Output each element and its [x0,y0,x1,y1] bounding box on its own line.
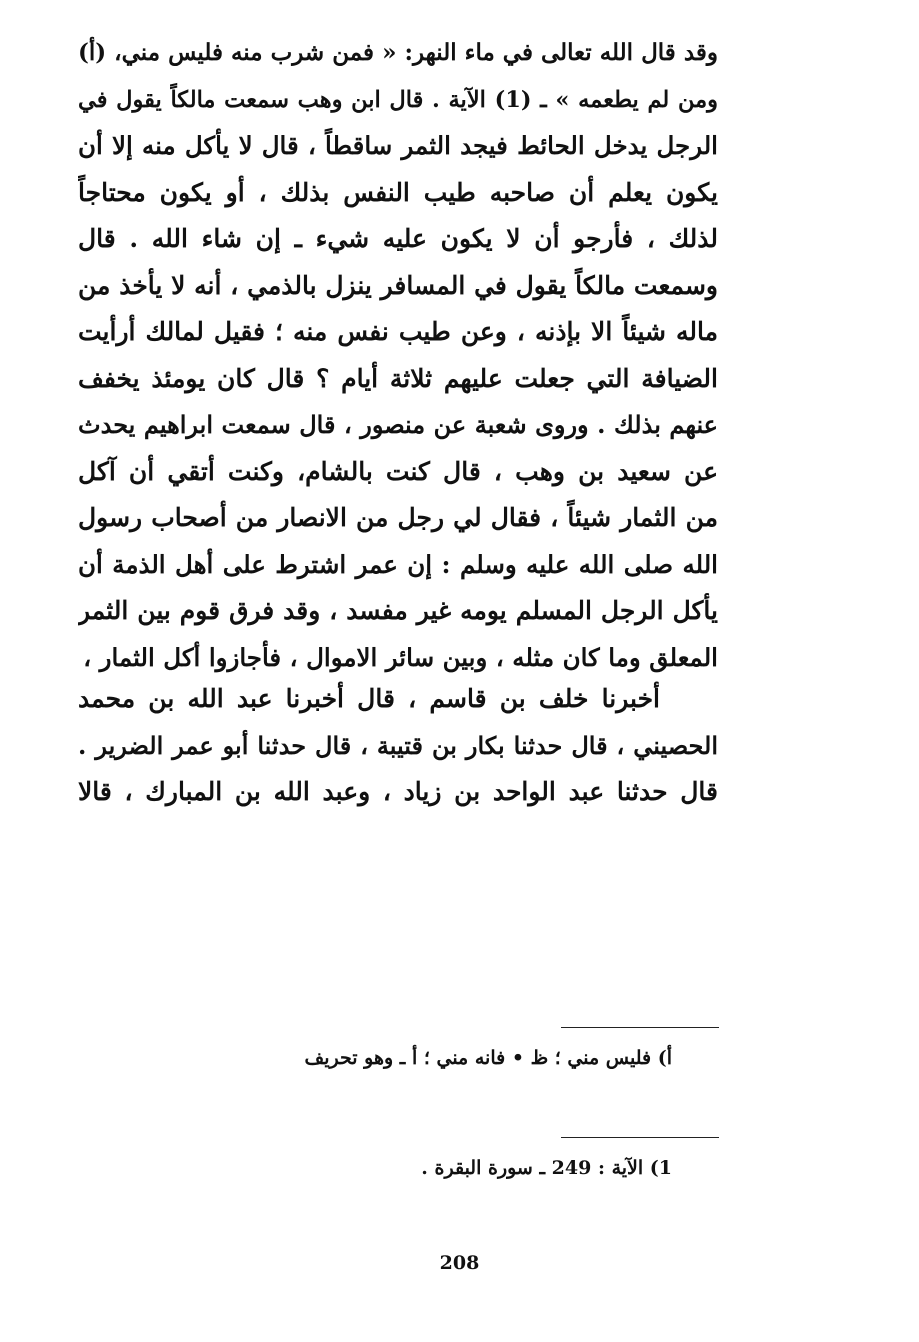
page-number: 208 [439,1252,480,1274]
text-line: أخبرنا خلف بن قاسم ، قال أخبرنا عبد الله بن محمد [78,684,660,713]
text-line: وسمعت مالكاً يقول في المسافر ينزل بالذمي ، أنه لا يأخذ من [78,270,718,300]
text-line: الضيافة التي جعلت عليهم ثلاثة أيام ؟ قال كان يومئذ يخفف [78,363,718,393]
text-line: يأكل الرجل المسلم يومه غير مفسد ، وقد فرق قوم بين الثمر [78,596,718,625]
text-line: عنهم بذلك . وروى شعبة عن منصور ، قال سمعت ابراهيم يحدث [78,410,718,439]
text-line: قال حدثنا عبد الواحد بن زياد ، وعبد الله بن المبارك ، قالا [78,777,718,806]
text-line: وقد قال الله تعالى في ماء النهر: « فمن شرب منه فليس مني، (أ) [78,39,718,66]
text-line: من الثمار شيئاً ، فقال لي رجل من الانصار من أصحاب رسول [78,503,718,532]
text-line: لذلك ، فأرجو أن لا يكون عليه شيء ـ إن شاء الله . قال [78,224,718,253]
main-text-paragraph-1 [78,30,718,681]
text-line: المعلق وما كان مثله ، وبين سائر الاموال ، فأجازوا أكل الثمار ، [83,642,718,672]
text-line: ماله شيئاً الا بإذنه ، وعن طيب نفس منه ؛ فقيل لمالك أرأيت [78,317,718,346]
text-line: عن سعيد بن وهب ، قال كنت بالشام، وكنت أتقي أن آكل [78,456,718,486]
footnote-variant: أ) فليس مني ؛ ظ • فانه مني ؛ أ ـ وهو تحريف [304,1047,672,1069]
footnote-divider [561,1027,719,1028]
footnote-divider [561,1137,719,1138]
main-text-paragraph-2 [78,676,718,816]
footnote-numbered: 1) الآية : 249 ـ سورة البقرة . [421,1157,672,1179]
text-line: الرجل يدخل الحائط فيجد الثمر ساقطاً ، قال لا يأكل منه إلا أن [78,131,718,160]
text-line: ومن لم يطعمه » ـ (1) الآية . قال ابن وهب سمعت مالكاً يقول في [78,86,718,113]
text-line: يكون يعلم أن صاحبه طيب النفس بذلك ، أو يكون محتاجاً [78,177,718,207]
text-line: الله صلى الله عليه وسلم : إن عمر اشترط على أهل الذمة أن [78,549,718,579]
text-line: الحصيني ، قال حدثنا بكار بن قتيبة ، قال حدثنا أبو عمر الضرير . [78,730,718,760]
